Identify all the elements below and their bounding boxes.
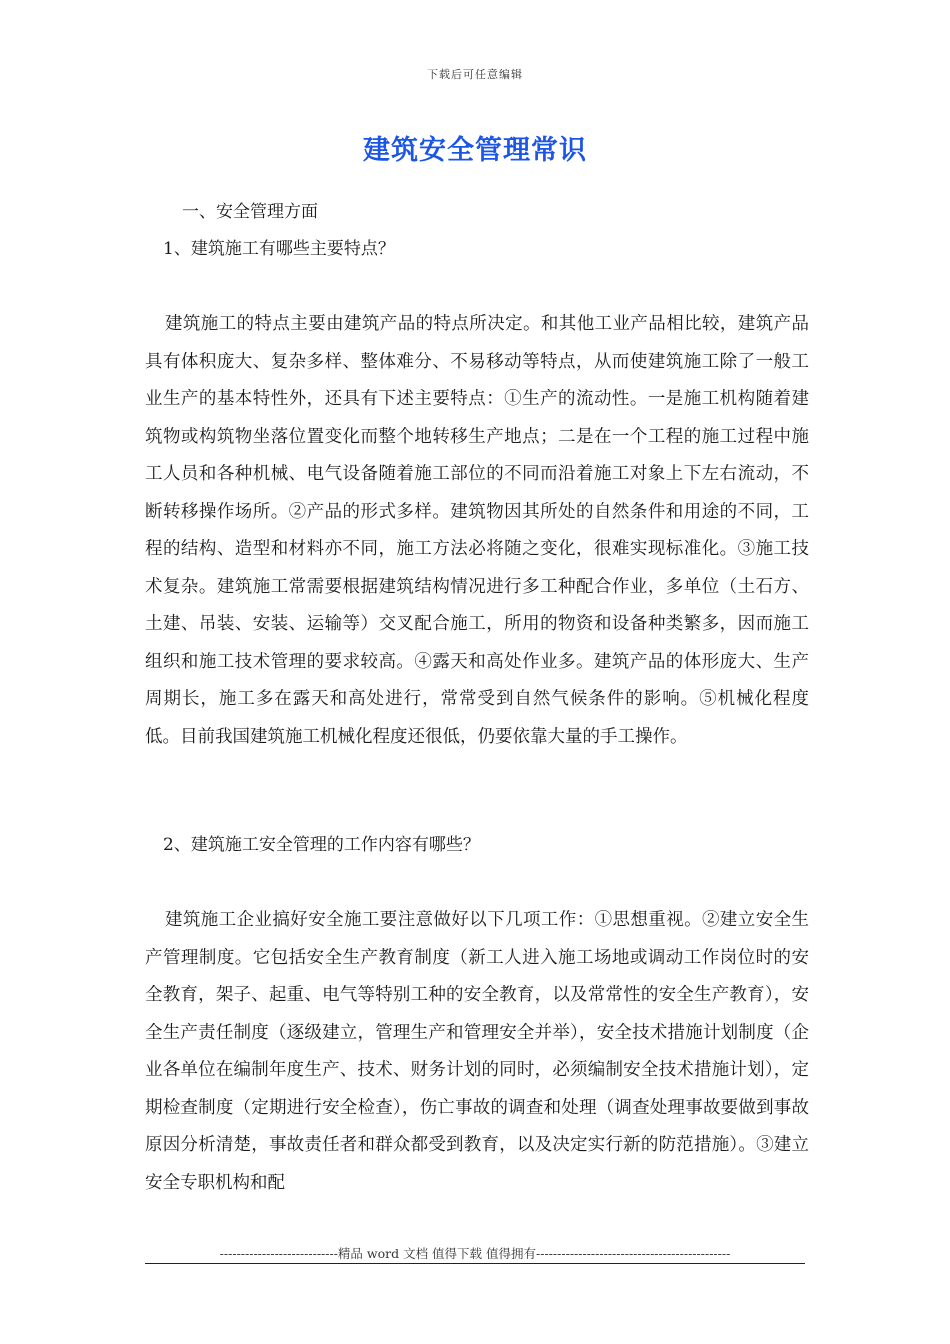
header-note: 下载后可任意编辑 bbox=[427, 68, 523, 81]
section-heading: 一、安全管理方面 bbox=[182, 202, 318, 222]
question-1: 1、建筑施工有哪些主要特点？ bbox=[163, 239, 395, 259]
answer-1-paragraph: 建筑施工的特点主要由建筑产品的特点所决定。和其他工业产品相比较，建筑产品具有体积庞大、复杂多样、整体难分、不易移动等特点，从而使建筑施工除了一般工业生产的基本特性外，还具有下述主要特点：①生产的流动性。一是施工机构随着建筑物或构筑物坐落位置变化而整个地转移生产地点；二是在一个工程的施工过程中施工人员和各种机械、电气设备随着施工部位的不同而沿着施工对象上下左右流动，不断转移操作场所。②产品的形式多样。建筑物因其所处的自然条件和用途的不同，工程的结构、造型和材料亦不同，施工方法必将随之变化，很难实现标准化。③施工技术复杂。建筑施工常需要根据建筑结构情况进行多工种配合作业，多单位（土石方、土建、吊装、安装、运输等）交叉配合施工，所用的物资和设备种类繁多，因而施工组织和施工技术管理的要求较高。④露天和高处作业多。建筑产品的体形庞大、生产周期长，施工多在露天和高处进行，常常受到自然气候条件的影响。⑤机械化程度低。目前我国建筑施工机械化程度还很低，仍要依靠大量的手工操作。 bbox=[145, 314, 809, 747]
footer-note: ----------------------------精品 word 文档 值得下载 值得拥有---------------------------------------------- bbox=[219, 1246, 731, 1261]
footer-divider bbox=[145, 1263, 805, 1264]
question-2: 2、建筑施工安全管理的工作内容有哪些？ bbox=[163, 835, 480, 855]
answer-2-paragraph: 建筑施工企业搞好安全施工要注意做好以下几项工作：①思想重视。②建立安全生产管理制度。它包括安全生产教育制度（新工人进入施工场地或调动工作岗位时的安全教育，架子、起重、电气等特别工种的安全教育，以及常常性的安全生产教育），安全生产责任制度（逐级建立，管理生产和管理安全并举），安全技术措施计划制度（企业各单位在编制年度生产、技术、财务计划的同时，必须编制安全技术措施计划），定期检查制度（定期进行安全检查），伤亡事故的调查和处理（调查处理事故要做到事故原因分析清楚，事故责任者和群众都受到教育，以及决定实行新的防范措施）。③建立安全专职机构和配 bbox=[145, 910, 809, 1193]
document-title: 建筑安全管理常识 bbox=[363, 135, 587, 166]
